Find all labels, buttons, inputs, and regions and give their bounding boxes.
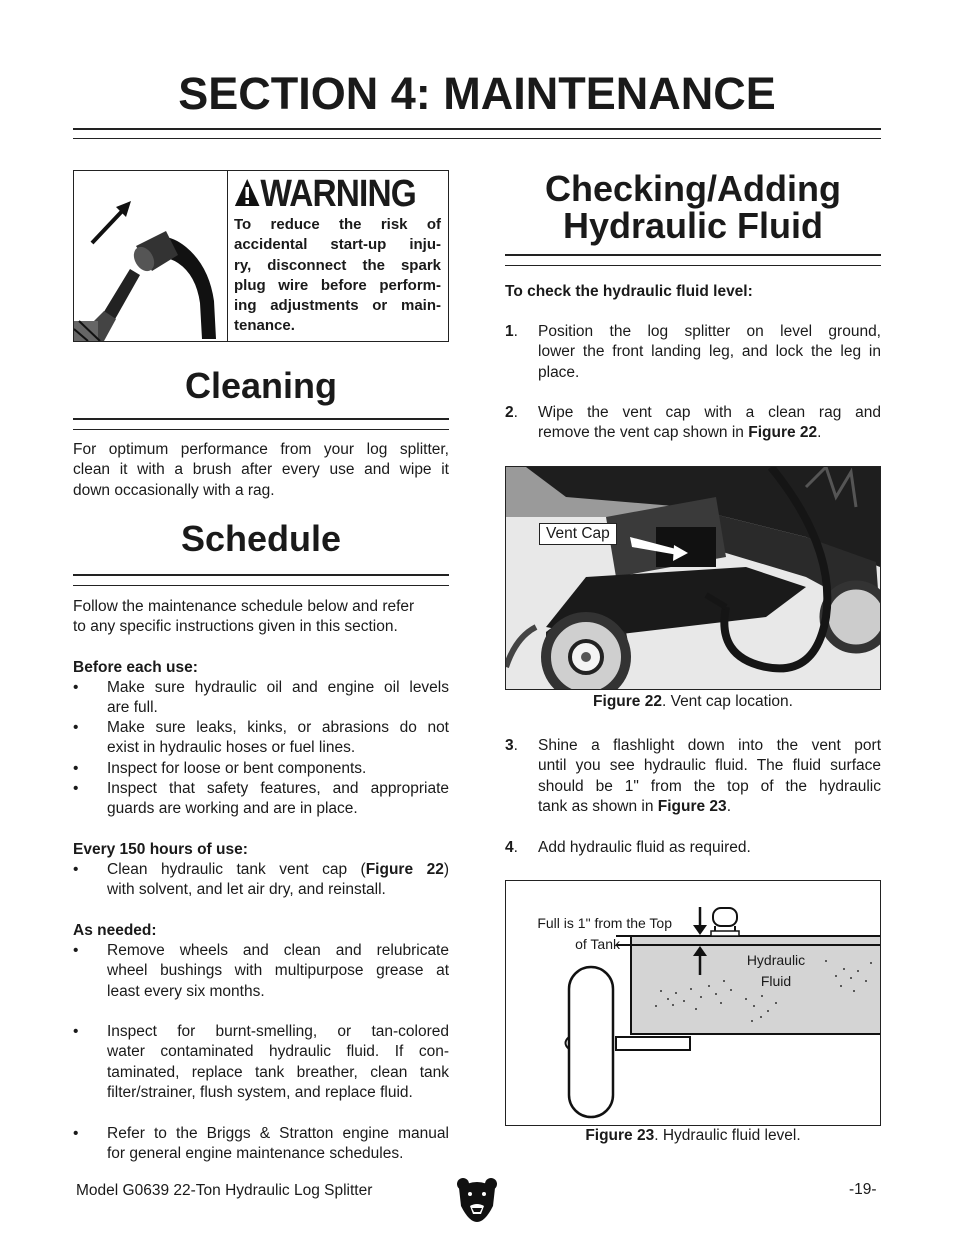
vent-cap-callout: Vent Cap	[539, 523, 617, 545]
bullet: •	[73, 861, 79, 878]
figure-23-diagram	[505, 880, 881, 1126]
step-number: 2.	[505, 404, 518, 421]
warning-triangle-icon	[234, 178, 260, 208]
text-line: for general engine maintenance schedules.	[107, 1145, 404, 1163]
footer-model: Model G0639 22-Ton Hydraulic Log Splitter	[76, 1182, 373, 1199]
text-run: .	[817, 424, 822, 442]
bear-head-icon	[455, 1176, 499, 1222]
cleaning-heading: Cleaning	[184, 365, 337, 406]
schedule-heading: Schedule	[180, 518, 342, 559]
figure-22-ref[interactable]: Figure 22	[748, 424, 818, 442]
warning-heading	[234, 173, 416, 216]
text-line: lower the front landing leg, and lock the leg in	[538, 343, 881, 361]
text-line: should be 1" from the top of the hydraulic	[538, 777, 881, 795]
warning-line: ry, disconnect the spark	[234, 256, 441, 274]
text-line: Make sure hydraulic oil and engine oil levels	[107, 679, 449, 696]
step-number: 1.	[505, 323, 518, 340]
text-line: down occasionally with a rag.	[73, 481, 275, 499]
list-item-text	[107, 860, 449, 901]
step-text	[538, 403, 881, 444]
text-line: Make sure leaks, kinks, or abrasions do not	[107, 719, 449, 736]
cleaning-paragraph	[73, 440, 449, 501]
step-text	[538, 838, 881, 858]
text-line: guards are working and are in place.	[107, 800, 358, 818]
hydraulic-heading	[505, 170, 881, 244]
hydraulic-subheading: To check the hydraulic fluid level:	[505, 283, 753, 300]
text-line: exist in hydraulic hoses or fuel lines.	[107, 739, 356, 757]
figure-23-caption	[505, 1127, 881, 1145]
spark-plug-icon	[74, 171, 227, 341]
text-line: Full is 1" from the Top	[537, 915, 672, 931]
every-150-label: Every 150 hours of use:	[73, 841, 248, 858]
hydraulic-rule	[505, 254, 881, 256]
list-item-text	[107, 1124, 449, 1165]
bullet: •	[73, 760, 79, 777]
text-line: place.	[538, 363, 580, 381]
text-line: Position the log splitter on level ground,	[538, 323, 881, 340]
list-item-text	[107, 718, 449, 759]
bullet: •	[73, 679, 79, 696]
text-run: remove the vent cap shown in	[538, 424, 749, 442]
schedule-intro	[73, 597, 449, 638]
page-title: SECTION 4: MAINTENANCE	[178, 68, 776, 119]
text-line: until you see hydraulic fluid. The fluid surface	[538, 757, 881, 775]
cleaning-rule-thin	[73, 429, 449, 430]
warning-line: tenance.	[234, 317, 295, 335]
text-run: .	[726, 797, 731, 815]
text-line: clean it with a brush after every use and wipe it	[73, 461, 449, 479]
page-number: -19-	[849, 1181, 877, 1198]
figure-22-caption	[505, 693, 881, 711]
text-line: taminated, replace tank breather, clean tank	[107, 1063, 449, 1081]
heading-line: Hydraulic Fluid	[562, 205, 824, 246]
text-line: wheel bushings with multipurpose grease at	[107, 962, 449, 980]
bullet: •	[73, 1023, 79, 1040]
heading-line: Checking/Adding	[545, 168, 841, 209]
title-rule-bottom	[73, 138, 881, 139]
text-run: )	[443, 861, 449, 878]
text-line: Hydraulic	[746, 952, 806, 968]
text-line: For optimum performance from your log splitter,	[73, 441, 449, 458]
spark-plug-illustration	[74, 171, 228, 341]
text-run: Clean hydraulic tank vent cap (	[107, 861, 366, 878]
text-line	[538, 423, 881, 443]
text-line: water contaminated hydraulic fluid. If con-	[107, 1043, 449, 1061]
text-line: Follow the maintenance schedule below and refer	[73, 598, 415, 615]
grizzly-bear-logo	[455, 1176, 499, 1222]
caption-text: . Hydraulic fluid level.	[654, 1127, 801, 1144]
text-line: Wipe the vent cap with a clean rag and	[538, 404, 881, 421]
before-each-use-label: Before each use:	[73, 659, 198, 676]
text-line: Remove wheels and clean and relubricate	[107, 942, 449, 959]
list-item-text	[107, 678, 449, 719]
text-line: least every six months.	[107, 982, 265, 1000]
fluid-label	[731, 950, 821, 991]
list-item-text	[107, 779, 449, 820]
bullet: •	[73, 719, 79, 736]
text-line: are full.	[107, 699, 158, 717]
bullet: •	[73, 942, 79, 959]
hydraulic-rule-thin	[505, 265, 881, 266]
warning-text	[234, 215, 441, 337]
caption-text: . Vent cap location.	[661, 693, 793, 710]
warning-line: accidental start-up inju-	[234, 236, 441, 254]
bullet: •	[73, 780, 79, 797]
figure-label: Figure 23	[585, 1127, 655, 1144]
figure-23-ref[interactable]: Figure 23	[657, 797, 727, 815]
schedule-rule-thin	[73, 585, 449, 586]
text-line: Fluid	[760, 972, 792, 989]
text-run: tank as shown in	[538, 797, 658, 815]
bullet: •	[73, 1125, 79, 1142]
list-item-text	[107, 941, 449, 1002]
warning-heading-text: WARNING	[260, 173, 416, 215]
figure-label: Figure 22	[593, 693, 662, 710]
log-splitter-photo	[506, 467, 880, 689]
list-item-text	[107, 759, 449, 779]
title-rule-top	[73, 128, 881, 130]
list-item-text	[107, 1022, 449, 1103]
warning-line: ing adjustments or main-	[234, 297, 441, 315]
warning-box	[73, 170, 449, 342]
text-line	[107, 860, 449, 880]
text-line: Shine a flashlight down into the vent port	[538, 737, 881, 754]
step-number: 3.	[505, 737, 518, 754]
step-number: 4.	[505, 839, 518, 856]
schedule-rule	[73, 574, 449, 576]
cleaning-rule	[73, 418, 449, 420]
text-line: Inspect that safety features, and appropriate	[107, 780, 449, 797]
step-text	[538, 322, 881, 383]
text-line: Inspect for burnt-smelling, or tan-colored	[107, 1023, 449, 1040]
text-line: of Tank	[575, 935, 620, 952]
figure-22-ref[interactable]: Figure 22	[365, 861, 444, 878]
step-text	[538, 736, 881, 817]
text-line: Refer to the Briggs & Stratton engine manual	[107, 1125, 449, 1142]
text-line: Add hydraulic fluid as required.	[538, 839, 751, 856]
as-needed-label: As needed:	[73, 922, 157, 939]
text-line	[538, 797, 881, 817]
text-line: to any specific instructions given in this section.	[73, 618, 398, 636]
text-line: with solvent, and let air dry, and reinstall.	[107, 881, 386, 899]
text-line: filter/strainer, flush system, and replace fluid.	[107, 1083, 413, 1101]
figure-22-photo	[505, 466, 881, 690]
text-line: Inspect for loose or bent components.	[107, 760, 367, 777]
warning-line: To reduce the risk of	[234, 216, 441, 233]
warning-line: plug wire before perform-	[234, 276, 441, 294]
fill-level-label	[506, 913, 672, 954]
